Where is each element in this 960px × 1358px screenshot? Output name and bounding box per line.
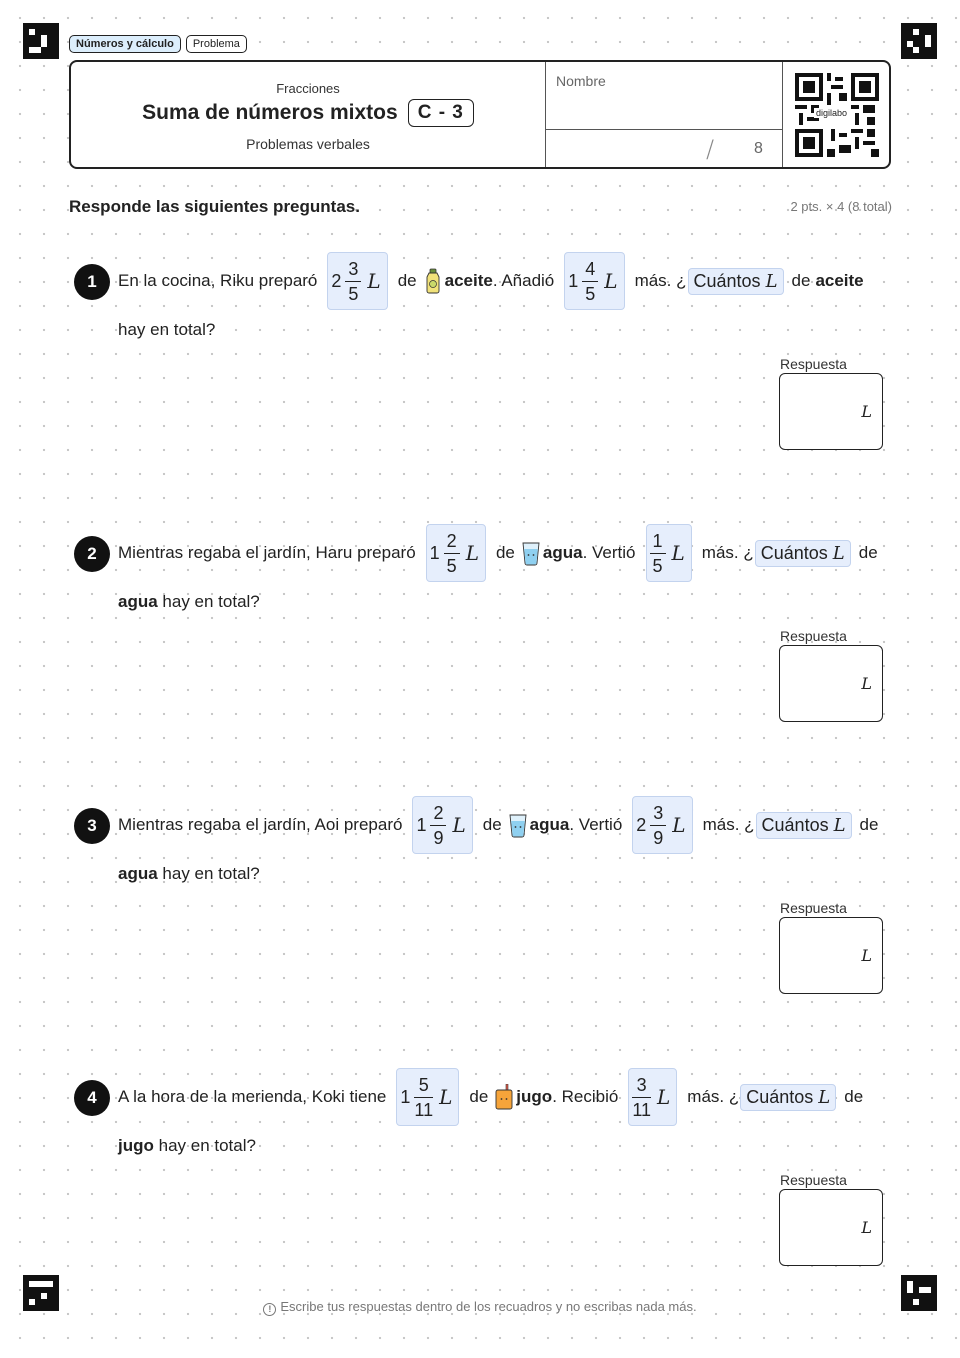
problem-intro: A la hora de la merienda, Koki tiene xyxy=(118,1087,387,1106)
fraction xyxy=(650,804,666,847)
problem-number-badge: 3 xyxy=(74,808,110,844)
whole-part: 1 xyxy=(416,814,427,835)
question-word: Cuántos xyxy=(693,270,761,291)
mixed-number-box xyxy=(632,796,692,854)
unit-label: L xyxy=(367,269,381,293)
answer-box[interactable] xyxy=(779,917,883,994)
problem-line-1 xyxy=(118,530,878,576)
connector-de: de xyxy=(495,543,515,562)
question-box xyxy=(756,812,852,839)
worksheet-header xyxy=(69,60,891,169)
unit-label: L xyxy=(818,1086,831,1108)
numerator: 2 xyxy=(433,802,444,823)
problem-line-1 xyxy=(118,258,864,304)
problem-line-2 xyxy=(118,592,260,612)
more-text: más. ¿ xyxy=(634,271,687,290)
action-verb: . Recibió xyxy=(552,1087,619,1106)
denominator: 5 xyxy=(585,283,596,304)
denominator: 11 xyxy=(414,1099,434,1120)
unit-label: L xyxy=(765,270,778,292)
unit-label: L xyxy=(465,541,479,565)
connector-de: de xyxy=(482,815,502,834)
numerator: 1 xyxy=(652,530,663,551)
question-word: Cuántos xyxy=(761,814,829,835)
page-subtitle: Problemas verbales xyxy=(246,136,370,152)
tag-type: Problema xyxy=(186,35,247,53)
page-title: Suma de números mixtos xyxy=(142,101,398,124)
substance-name: jugo xyxy=(516,1087,553,1106)
fraction xyxy=(444,532,460,575)
footer-text: Escribe tus respuestas dentro de los recuadros y no escribas nada más. xyxy=(280,1299,697,1314)
whole-part: 1 xyxy=(568,270,579,291)
problem-intro: Mientras regaba el jardín, Aoi preparó xyxy=(118,815,403,834)
more-text: más. ¿ xyxy=(702,815,755,834)
problem-4 xyxy=(0,1074,960,1298)
oil-bottle-icon xyxy=(423,268,443,294)
substance-name: agua xyxy=(542,543,583,562)
problem-number-badge: 4 xyxy=(74,1080,110,1116)
connector-de: de xyxy=(469,1087,489,1106)
points-info: 2 pts. × 4 (8 total) xyxy=(790,199,892,214)
instructions: Responde las siguientes preguntas. xyxy=(69,197,360,216)
substance-name: agua xyxy=(529,815,570,834)
connector-de-2: de xyxy=(858,543,878,562)
mixed-number-box xyxy=(327,252,387,310)
problem-line-1 xyxy=(118,802,879,848)
fraction xyxy=(414,1076,433,1119)
fraction xyxy=(650,532,666,575)
problem-number-badge: 1 xyxy=(74,264,110,300)
corner-marker-top-left xyxy=(23,23,59,59)
score-field[interactable] xyxy=(546,130,782,167)
mixed-number-box xyxy=(646,524,692,582)
numerator: 5 xyxy=(418,1074,429,1095)
denominator: 5 xyxy=(446,555,457,576)
denominator: 9 xyxy=(653,827,664,848)
whole-part: 2 xyxy=(636,814,647,835)
numerator: 3 xyxy=(348,258,359,279)
score-slash: / xyxy=(706,135,715,163)
connector-de-2: de xyxy=(791,271,811,290)
problem-number-badge: 2 xyxy=(74,536,110,572)
problem-line-1 xyxy=(118,1074,864,1120)
answer-unit: L xyxy=(861,1218,872,1237)
denominator: 5 xyxy=(652,555,663,576)
mixed-number-box xyxy=(412,796,472,854)
answer-box[interactable] xyxy=(779,1189,883,1266)
action-verb: . Añadió xyxy=(492,271,555,290)
question-end: hay en total? xyxy=(157,864,260,883)
numerator: 2 xyxy=(446,530,457,551)
action-verb: . Vertió xyxy=(582,543,636,562)
answer-label: Respuesta xyxy=(780,1172,847,1188)
substance-tail: aceite xyxy=(815,271,864,290)
answer-label: Respuesta xyxy=(780,628,847,644)
footer-note xyxy=(0,1299,960,1316)
problem-line-2 xyxy=(118,864,260,884)
fraction xyxy=(345,260,361,303)
juice-box-icon xyxy=(494,1084,514,1110)
fraction xyxy=(430,804,446,847)
unit-label: L xyxy=(439,1085,453,1109)
fraction xyxy=(632,1076,651,1119)
problem-3 xyxy=(0,802,960,1026)
unit-label: L xyxy=(833,814,846,836)
mixed-number-box xyxy=(564,252,624,310)
answer-label: Respuesta xyxy=(780,900,847,916)
problem-line-2 xyxy=(118,320,215,340)
worksheet-code: C - 3 xyxy=(408,99,474,127)
unit-label: L xyxy=(671,541,685,565)
answer-unit: L xyxy=(861,674,872,693)
connector-de: de xyxy=(397,271,417,290)
qr-area xyxy=(782,62,889,167)
whole-part: 1 xyxy=(400,1086,411,1107)
mixed-number-box xyxy=(426,524,486,582)
name-field[interactable] xyxy=(546,62,782,130)
problem-1 xyxy=(0,258,960,482)
connector-de-2: de xyxy=(859,815,879,834)
action-verb: . Vertió xyxy=(569,815,623,834)
unit-label: L xyxy=(452,813,466,837)
numerator: 3 xyxy=(636,1074,647,1095)
title-row xyxy=(71,99,545,127)
problem-intro: En la cocina, Riku preparó xyxy=(118,271,318,290)
unit-label: L xyxy=(672,813,686,837)
tag-category: Números y cálculo xyxy=(69,35,181,53)
name-label: Nombre xyxy=(556,73,606,89)
whole-part: 2 xyxy=(331,270,342,291)
water-glass-icon xyxy=(521,540,541,566)
question-end: hay en total? xyxy=(157,592,260,611)
question-end: hay en total? xyxy=(153,1136,256,1155)
answer-box[interactable] xyxy=(779,645,883,722)
topic-label: Fracciones xyxy=(276,81,340,96)
numerator: 3 xyxy=(653,802,664,823)
mixed-number-box xyxy=(628,1068,677,1126)
mixed-number-box xyxy=(396,1068,459,1126)
substance-line2: agua xyxy=(118,592,158,611)
substance-line2: agua xyxy=(118,864,158,883)
unit-label: L xyxy=(832,542,845,564)
title-block xyxy=(71,62,546,167)
question-word: Cuántos xyxy=(760,542,828,563)
denominator: 5 xyxy=(348,283,359,304)
more-text: más. ¿ xyxy=(701,543,754,562)
substance-name: aceite xyxy=(444,271,493,290)
unit-label: L xyxy=(657,1085,671,1109)
denominator: 11 xyxy=(632,1099,652,1120)
question-box xyxy=(740,1084,836,1111)
problem-line-2 xyxy=(118,1136,256,1156)
info-icon: ! xyxy=(263,1303,276,1316)
whole-part: 1 xyxy=(429,542,440,563)
unit-label: L xyxy=(604,269,618,293)
qr-label: digilabo xyxy=(816,108,848,118)
score-total: 8 xyxy=(754,140,763,157)
substance-line2: jugo xyxy=(118,1136,154,1155)
problem-2 xyxy=(0,530,960,754)
question-box xyxy=(755,540,851,567)
problem-intro: Mientras regaba el jardín, Haru preparó xyxy=(118,543,416,562)
question-box xyxy=(688,268,784,295)
question-word: Cuántos xyxy=(746,1086,814,1107)
water-glass-icon xyxy=(508,812,528,838)
category-tags xyxy=(69,35,247,53)
connector-de-2: de xyxy=(844,1087,864,1106)
more-text: más. ¿ xyxy=(687,1087,740,1106)
question-end: hay en total? xyxy=(118,320,216,339)
fraction xyxy=(582,260,598,303)
answer-unit: L xyxy=(861,402,872,421)
denominator: 9 xyxy=(433,827,444,848)
answer-unit: L xyxy=(861,946,872,965)
numerator: 4 xyxy=(585,258,596,279)
corner-marker-top-right xyxy=(901,23,937,59)
answer-box[interactable] xyxy=(779,373,883,450)
answer-label: Respuesta xyxy=(780,356,847,372)
